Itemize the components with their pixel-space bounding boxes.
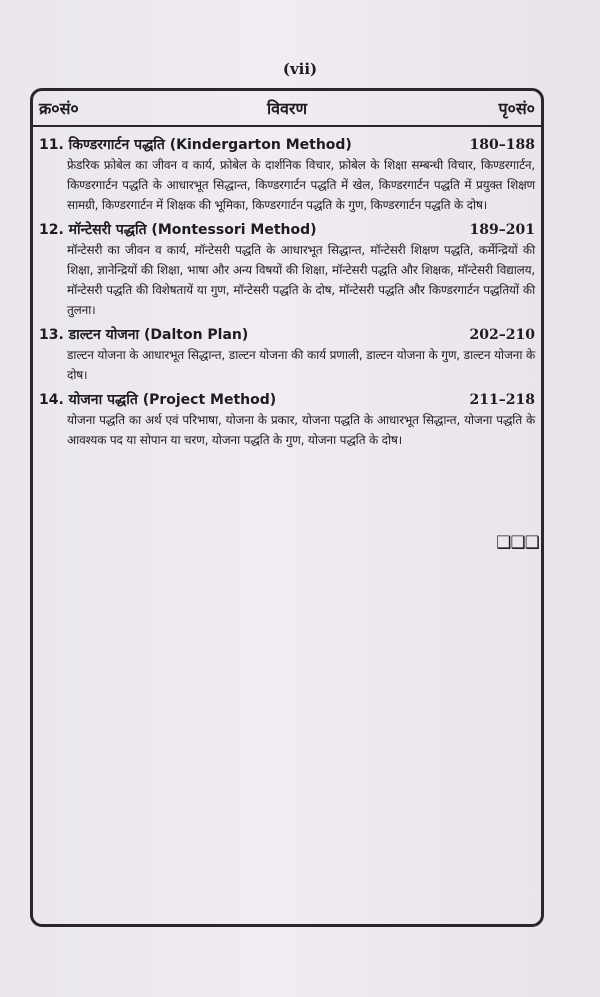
header-page: पृ०सं०	[498, 99, 535, 118]
list-item	[39, 325, 535, 385]
entry-pages: 189–201	[469, 222, 535, 238]
table-header	[33, 91, 541, 127]
entry-title: 13. डाल्टन योजना (Dalton Plan)	[39, 327, 249, 343]
entry-title-row	[39, 220, 535, 240]
page-number: (vii)	[282, 60, 318, 78]
list-item	[39, 220, 535, 320]
entry-title: 11. किण्डरगार्टन पद्धति (Kindergarton Method)	[39, 137, 352, 153]
entry-title-row	[39, 325, 535, 345]
entry-description: मॉन्टेसरी का जीवन व कार्य, मॉन्टेसरी पद्धति के आधारभूत सिद्धान्त, मॉन्टेसरी शिक्षण पद्धति, कर्मेन्द्रियों की शिक्षा, ज्ञानेन्द्रियों की शिक्षा, भाषा और अन्य विषयों की शिक्षा, मॉन्टेसरी पद्धति और शिक्षक, मॉन्टेसरी विद्यालय, मॉन्टेसरी पद्धति की विशेषतायें या गुण, मॉन्टेसरी पद्धति के दोष, मॉन्टेसरी पद्धति और किण्डरगार्टन पद्धतियों की तुलना।	[67, 243, 535, 317]
entry-description: योजना पद्धति का अर्थ एवं परिभाषा, योजना के प्रकार, योजना पद्धति के आधारभूत सिद्धान्त, योजना पद्धति के आवश्यक पद या सोपान या चरण, योजना पद्धति के गुण, योजना पद्धति के दोष।	[67, 413, 535, 447]
entry-list	[33, 127, 541, 450]
entry-pages: 211–218	[469, 392, 535, 408]
list-item	[39, 390, 535, 450]
contents-table	[30, 88, 544, 927]
header-serial: क्र०सं०	[39, 99, 79, 118]
entry-title: 14. योजना पद्धति (Project Method)	[39, 392, 277, 408]
entry-title-row	[39, 135, 535, 155]
entry-pages: 180–188	[469, 137, 535, 153]
entry-description: फ्रेडरिक फ्रोबेल का जीवन व कार्य, फ्रोबेल के दार्शनिक विचार, फ्रोबेल के शिक्षा सम्बन्धी विचार, किण्डरगार्टन, किण्डरगार्टन पद्धति के आधारभूत सिद्धान्त, किण्डरगार्टन पद्धति में खेल, किण्डरगार्टन पद्धति में प्रयुक्त शिक्षण सामग्री, किण्डरगार्टन में शिक्षक की भूमिका, किण्डरगार्टन पद्धति के गुण, किण्डरगार्टन पद्धति के दोष।	[67, 158, 535, 212]
header-description: विवरण	[266, 99, 308, 118]
entry-pages: 202–210	[469, 327, 535, 343]
list-item	[39, 135, 535, 215]
entry-title: 12. मॉन्टेसरी पद्धति (Montessori Method)	[39, 222, 317, 238]
end-mark: ❑❑❑	[496, 533, 539, 553]
entry-description: डाल्टन योजना के आधारभूत सिद्धान्त, डाल्टन योजना की कार्य प्रणाली, डाल्टन योजना के गुण, डाल्टन योजना के दोष।	[67, 348, 535, 382]
entry-title-row	[39, 390, 535, 410]
